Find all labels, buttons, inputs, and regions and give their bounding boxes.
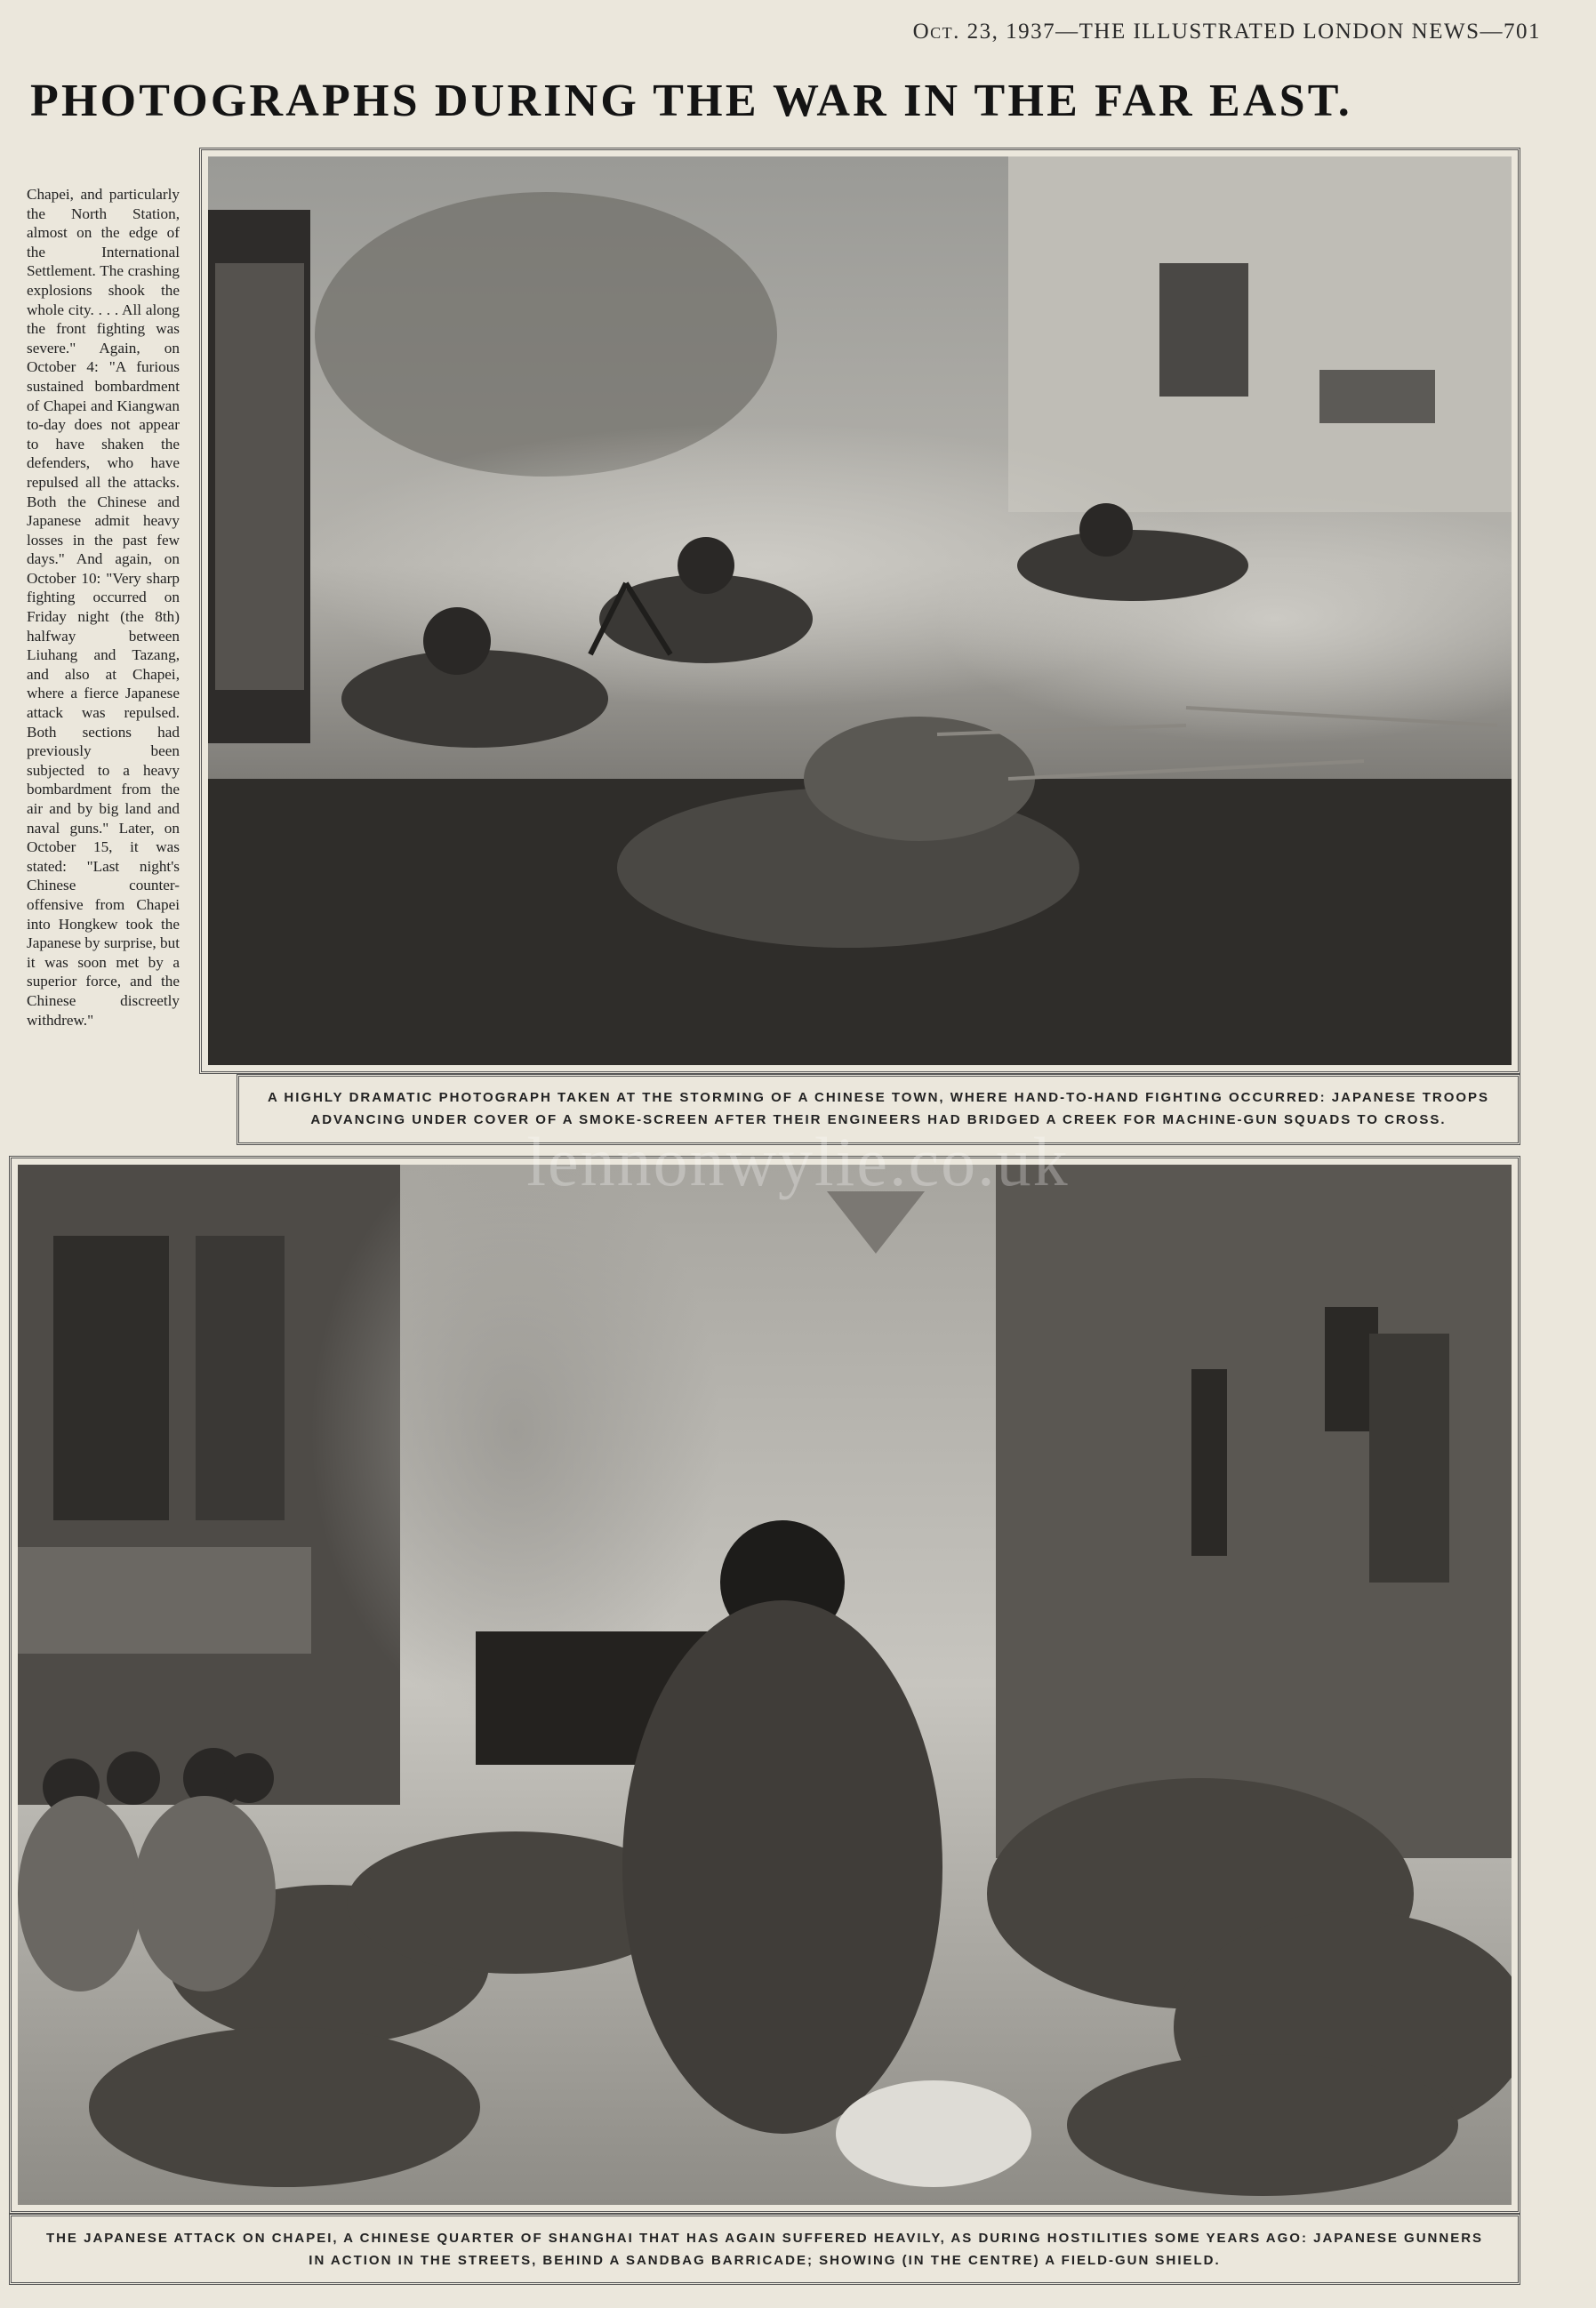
bottom-photo-image — [18, 1165, 1512, 2205]
top-photo-image — [208, 156, 1512, 1065]
bottom-photo — [18, 1165, 1512, 2205]
bottom-photo-caption: THE JAPANESE ATTACK ON CHAPEI, A CHINESE QUARTER OF SHANGHAI THAT HAS AGAIN SUFFERED HEAVILY, AS DURING HOSTILITIES SOME YEARS AGO: JAPANESE GUNNERS IN ACTION IN THE STREETS, BEHIND A SANDBAG BARRICADE; SHOWING (IN THE CENTRE) A FIELD-GUN SHIELD. — [45, 2231, 1484, 2268]
running-head: Oct. 23, 1937—THE ILLUSTRATED LONDON NEWS—701 — [912, 20, 1541, 44]
top-photo-caption: A HIGHLY DRAMATIC PHOTOGRAPH TAKEN AT THE STORMING OF A CHINESE TOWN, WHERE HAND-TO-HAND FIGHTING OCCURRED: JAPANESE TROOPS ADVANCING UNDER COVER OF A SMOKE-SCREEN AFTER THEIR ENGINEERS HAD BRIDGED A CREEK FOR MACHINE-GUN SQUADS TO CROSS. — [267, 1090, 1490, 1127]
top-photo — [208, 156, 1512, 1065]
page-title: PHOTOGRAPHS DURING THE WAR IN THE FAR EAST. — [30, 76, 1352, 126]
side-column-text: Chapei, and particularly the North Station, almost on the edge of the International Settlement. The crashing explosions shook the whole city. . . . All along the front fighting was severe." Again, on October 4: "A furious sustained bombardment of Chapei and Kiangwan to-day does not appear to have shaken the defenders, who have repulsed all the attacks. Both the Chinese and Japanese admit heavy losses in the past few days." And again, on October 10: "Very sharp fighting occurred on Friday night (the 8th) halfway between Liuhang and Tazang, and also at Chapei, where a fierce Japanese attack was repulsed. Both sections had previously been subjected to a heavy bombardment from the air and by big land and naval guns." Later, on October 15, it was stated: "Last night's Chinese counter-offensive from Chapei into Hongkew took the Japanese by surprise, but it was soon met by a superior force, and the Chinese discreetly withdrew." — [27, 186, 180, 1029]
watermark: lennonwylie.co.uk — [526, 1123, 1070, 1200]
